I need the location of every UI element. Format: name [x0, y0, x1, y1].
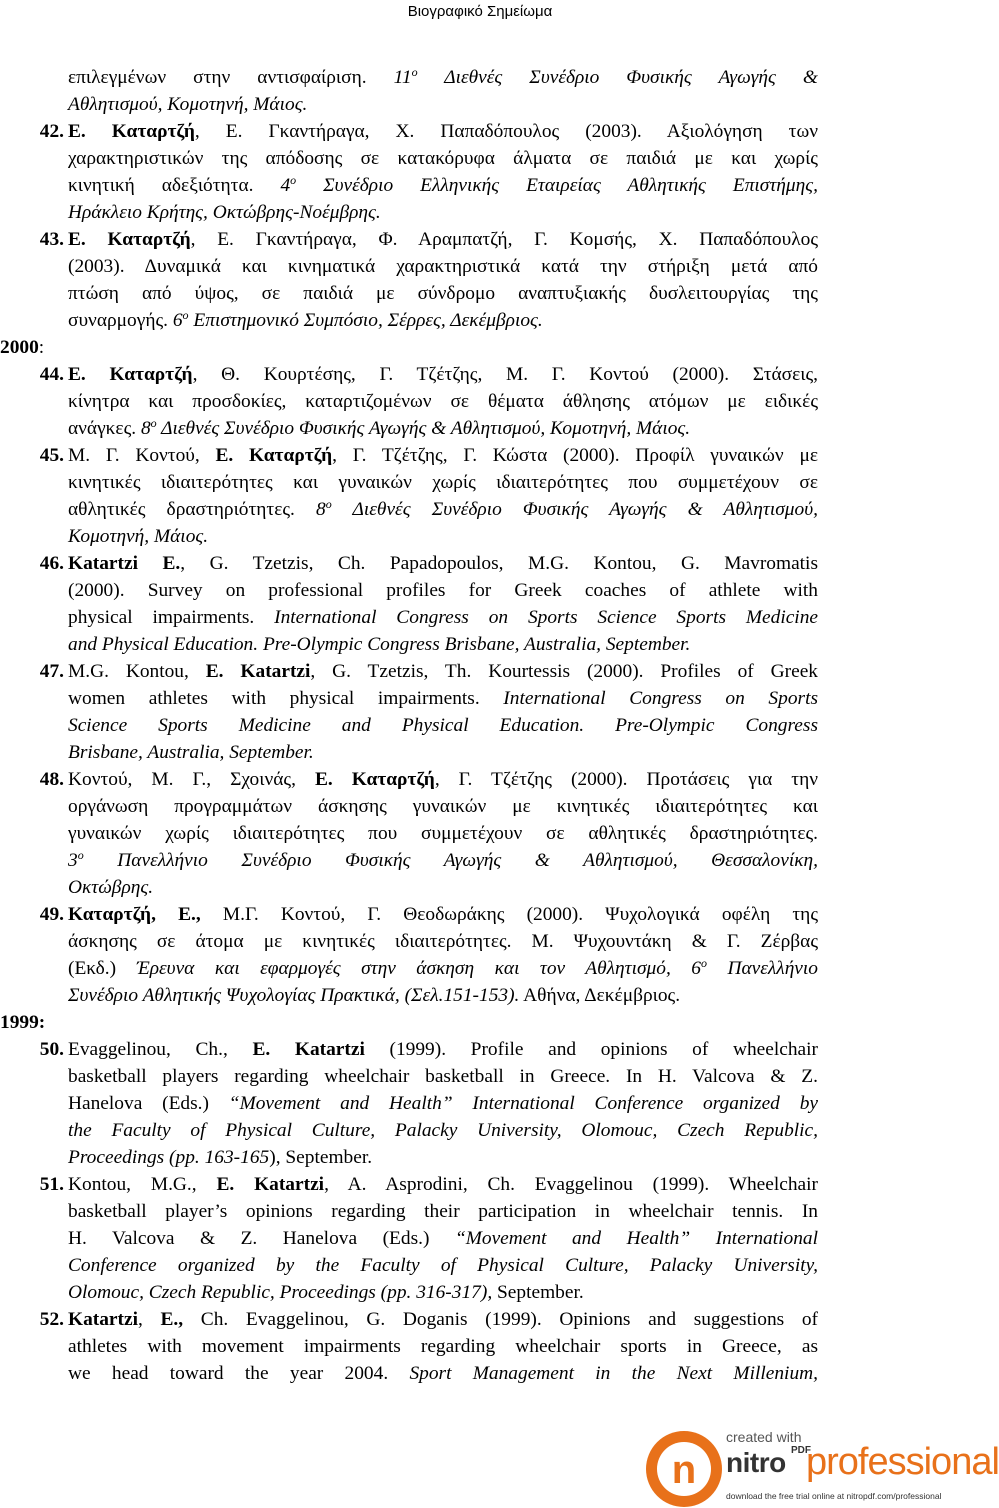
line-text [68, 199, 818, 226]
text-line [0, 226, 960, 253]
venue-text: Οκτώβρης. [68, 877, 154, 898]
venue-text: “Movement and Health” International Conference organized by [228, 1093, 818, 1114]
text-line [0, 766, 960, 793]
text-segment: κινητικές ιδιαιτερότητες και γυναικών χωρίς ιδιαιτερότητες που συμμετέχουν σε [68, 472, 818, 493]
entry-number-label: 47. [39, 661, 64, 682]
superscript-text: ο [701, 956, 707, 970]
venue-text: Διεθνές Συνέδριο Φυσικής Αγωγής & Αθλητισμού, Κομοτηνή, Μάιος. [156, 418, 691, 439]
text-segment: , Θ. Κουρτέσης, Γ. Τζέτζης, Μ. Γ. Κοντού (2000). Στάσεις, [192, 364, 819, 385]
line-text [68, 1360, 818, 1387]
text-line [0, 145, 960, 172]
entry-number-label: 46. [39, 553, 64, 574]
text-segment: , G. Tzetzis, Th. Kourtessis (2000). Profiles of Greek [310, 661, 819, 682]
text-line [0, 1360, 960, 1387]
line-text [68, 766, 818, 793]
venue-text: “Movement and Health” International [454, 1228, 818, 1249]
line-text [68, 1333, 818, 1360]
line-text [68, 1225, 818, 1252]
text-line [0, 901, 960, 928]
line-text [68, 64, 818, 91]
superscript-text: ο [290, 173, 297, 187]
line-text [68, 523, 818, 550]
author-name: Katartzi E. [68, 553, 181, 574]
entry-number [30, 658, 68, 685]
venue-text: Science Sports Medicine and Physical Education. Pre-Olympic Congress [68, 715, 818, 736]
text-segment: H. Valcova & Z. Hanelova (Eds.) [68, 1228, 455, 1249]
venue-text: Brisbane, Australia, September. [68, 742, 314, 763]
venue-text: Έρευνα και εφαρμογές στην άσκηση και τον Αθλητισμό, 6 [136, 958, 701, 979]
entry-number-label: 48. [39, 769, 64, 790]
line-text [68, 280, 818, 307]
text-segment: Ch. Evaggelinou, G. Doganis (1999). Opinions and suggestions of [183, 1309, 819, 1330]
venue-text: Συνέδριο Ελληνικής Εταιρείας Αθλητικής Επιστήμης, [296, 175, 818, 196]
text-line [0, 118, 960, 145]
line-text [68, 739, 818, 766]
text-line [0, 658, 960, 685]
entry-number [30, 361, 68, 388]
text-segment: , A. Asprodini, Ch. Evaggelinou (1999). Wheelchair [324, 1174, 818, 1195]
text-segment: Μ. Γ. Κοντού, [68, 445, 216, 466]
entry-number [30, 118, 68, 145]
text-segment: (2003). Δυναμικά και κινηματικά χαρακτηριστικά κατά την στήριξη μετά από [68, 256, 818, 277]
text-segment: επιλεγμένων στην αντισφαίριση. [68, 67, 394, 88]
text-segment: άσκησης σε άτομα με κινητικές ιδιαιτερότητες. Μ. Ψυχουντάκη & Γ. Ζέρβας [68, 931, 818, 952]
text-line [0, 1036, 960, 1063]
text-line [0, 253, 960, 280]
text-line [0, 91, 960, 118]
line-text [68, 874, 818, 901]
text-segment: χαρακτηριστικών της απόδοσης σε κατακόρυφα άλματα σε παιδιά με και χωρίς [68, 148, 818, 169]
line-text [68, 820, 818, 847]
text-segment: , G. Tzetzis, Ch. Papadopoulos, M.G. Kontou, G. Mavromatis [180, 553, 818, 574]
entry-number-label: 42. [39, 121, 64, 142]
text-segment: κίνητρα και προσδοκίες, καταρτιζομένων σε θέματα άθλησης ατόμων με ειδικές [68, 391, 818, 412]
text-line [0, 1090, 960, 1117]
text-segment: Αθήνα, Δεκέμβριος. [519, 985, 681, 1006]
author-name: E. Katartzi [252, 1039, 365, 1060]
running-header: Βιογραφικό Σημείωμα [407, 3, 553, 20]
nitro-logo-icon [640, 1415, 730, 1508]
text-segment: we head toward the year 2004. [68, 1363, 410, 1384]
text-line [0, 307, 960, 334]
watermark-footer-link[interactable]: download the free trial online at nitropdf.com/professional [726, 1491, 942, 1501]
venue-text: 3 [68, 850, 78, 871]
venue-text: Conference organized by the Faculty of Physical Culture, Palacky University, [68, 1255, 818, 1276]
line-text [68, 1036, 818, 1063]
year-heading-colon: : [38, 337, 45, 358]
venue-text: 4 [280, 175, 291, 196]
line-text [68, 172, 818, 199]
entry-number [30, 1306, 68, 1333]
text-line [0, 1198, 960, 1225]
text-line [0, 1252, 960, 1279]
venue-text: Πανελλήνιο [707, 958, 819, 979]
watermark-brand-suffix: professional [806, 1441, 999, 1483]
entry-number-label: 45. [39, 445, 64, 466]
line-text [68, 1252, 818, 1279]
superscript-text: ο [182, 308, 189, 322]
line-text [68, 550, 818, 577]
venue-text: Ηράκλειο Κρήτης, Οκτώβρης-Νοέμβρης. [68, 202, 381, 223]
author-name: Ε. Καταρτζή [68, 364, 193, 385]
text-line [0, 820, 960, 847]
text-segment: , Γ. Τζέτζης, Γ. Κώστα (2000). Προφίλ γυναικών με [332, 445, 818, 466]
text-line [0, 496, 960, 523]
text-line [0, 469, 960, 496]
nitro-pdf-watermark [640, 1415, 999, 1508]
line-text [68, 577, 818, 604]
watermark-brand-sup: PDF [791, 1445, 811, 1456]
venue-text: Proceedings (pp. 163-165 [68, 1147, 270, 1168]
text-line [0, 1333, 960, 1360]
line-text [68, 1063, 818, 1090]
text-line [0, 1063, 960, 1090]
entry-number-label: 52. [39, 1309, 64, 1330]
line-text [68, 388, 818, 415]
text-segment: (1999). Profile and opinions of wheelchair [364, 1039, 818, 1060]
text-line [0, 523, 960, 550]
year-heading: 2000 [0, 337, 39, 358]
line-text [68, 415, 818, 442]
text-line [0, 442, 960, 469]
venue-text: Διεθνές Συνέδριο Φυσικής Αγωγής & [417, 67, 818, 88]
line-text [68, 1171, 818, 1198]
entry-number-label: 43. [39, 229, 64, 250]
text-segment: , Ε. Γκαντήραγα, Φ. Αραμπατζή, Γ. Κομσής, Χ. Παπαδόπουλος [190, 229, 819, 250]
venue-text: the Faculty of Physical Culture, Palacky University, Olomouc, Czech Republic, [68, 1120, 818, 1141]
superscript-text: ο [325, 497, 332, 511]
line-text [68, 712, 818, 739]
text-segment: πτώση από ύψος, σε παιδιά με σύνδρομο αναπτυξιακής δυσλειτουργίας της [68, 283, 818, 304]
line-text [68, 604, 818, 631]
text-segment: M.G. Kontou, [68, 661, 206, 682]
text-line [0, 388, 960, 415]
text-segment: basketball player’s opinions regarding their participation in wheelchair tennis. In [68, 1201, 818, 1222]
text-segment: (Εκδ.) [68, 958, 137, 979]
venue-text: International Congress on Sports [503, 688, 818, 709]
entry-number [30, 766, 68, 793]
text-segment: , Ε. Γκαντήραγα, Χ. Παπαδόπουλος (2003). Αξιολόγηση των [194, 121, 819, 142]
text-line [0, 685, 960, 712]
text-line [0, 1144, 960, 1171]
text-segment: women athletes with physical impairments. [68, 688, 504, 709]
superscript-text: ο [77, 848, 84, 862]
venue-text: 6 [172, 310, 183, 331]
author-name: Ε. Καταρτζή [314, 769, 435, 790]
year-heading: 1999: [0, 1012, 46, 1033]
line-text [68, 1198, 818, 1225]
text-line [0, 361, 960, 388]
text-line [0, 712, 960, 739]
text-line [0, 955, 960, 982]
text-line [0, 1279, 960, 1306]
text-line [0, 1306, 960, 1333]
text-segment: Hanelova (Eds.) [68, 1093, 229, 1114]
author-name: Ε. Καταρτζή [215, 445, 333, 466]
line-text [68, 928, 818, 955]
svg-text:n: n [671, 1448, 697, 1492]
entry-number [30, 901, 68, 928]
line-text [68, 1279, 818, 1306]
author-name: Ε. Καταρτζή [68, 229, 191, 250]
entry-number [30, 1171, 68, 1198]
text-line [0, 1225, 960, 1252]
text-line [0, 550, 960, 577]
line-text [68, 1090, 818, 1117]
text-segment: γυναικών χωρίς ιδιαιτερότητες που συμμετέχουν σε αθλητικές δραστηριότητες. [68, 823, 818, 844]
line-text [68, 496, 818, 523]
text-line [0, 280, 960, 307]
text-line [0, 847, 960, 874]
line-text [68, 442, 818, 469]
text-line [0, 199, 960, 226]
text-segment: September. [492, 1282, 584, 1303]
line-text [68, 658, 818, 685]
text-segment: συναρμογής. [68, 310, 173, 331]
text-line [0, 928, 960, 955]
text-segment: Evaggelinou, Ch., [68, 1039, 253, 1060]
line-text [68, 1117, 818, 1144]
entry-number-label: 51. [39, 1174, 64, 1195]
text-segment: athletes with movement impairments regarding wheelchair sports in Greece, as [68, 1336, 818, 1357]
year-heading-wrap [0, 334, 44, 361]
text-line [0, 172, 960, 199]
venue-text: Κομοτηνή, Μάιος. [68, 526, 209, 547]
entry-number [30, 1036, 68, 1063]
text-segment: Μ.Γ. Κοντού, Γ. Θεοδωράκης (2000). Ψυχολογικά οφέλη της [200, 904, 818, 925]
text-line [0, 1171, 960, 1198]
superscript-text: ο [411, 65, 418, 79]
text-line [0, 1117, 960, 1144]
venue-text: International Congress on Sports Science Sports Medicine [274, 607, 818, 628]
line-text [68, 685, 818, 712]
entry-number-label: 49. [39, 904, 64, 925]
venue-text: 11 [393, 67, 412, 88]
venue-text: and Physical Education. Pre-Olympic Congress Brisbane, Australia, September. [68, 634, 691, 655]
venue-text: Sport Management in the Next Millenium, [409, 1363, 818, 1384]
text-line [0, 1009, 960, 1036]
author-name: E. Katartzi [205, 661, 311, 682]
text-line [0, 334, 960, 361]
publication-list [0, 64, 960, 1387]
watermark-brand: nitro [726, 1447, 786, 1478]
venue-text: 8 [316, 499, 326, 520]
text-segment: physical impairments. [68, 607, 275, 628]
author-name: Katartzi [68, 1309, 138, 1330]
line-text [68, 982, 818, 1009]
watermark-line1: created with [726, 1429, 802, 1445]
text-line [0, 64, 960, 91]
line-text [68, 847, 818, 874]
venue-text: Olomouc, Czech Republic, Proceedings (pp. 316-317), [68, 1282, 493, 1303]
text-line [0, 982, 960, 1009]
entry-number [30, 442, 68, 469]
text-segment: , Γ. Τζέτζης (2000). Προτάσεις για την [434, 769, 818, 790]
entry-number [30, 550, 68, 577]
line-text [68, 307, 818, 334]
text-segment: οργάνωση προγραμμάτων άσκησης γυναικών με κινητικές ιδιαιτερότητες και [68, 796, 818, 817]
text-line [0, 874, 960, 901]
entry-number-label: 44. [39, 364, 64, 385]
line-text [68, 145, 818, 172]
text-segment: Kontou, M.G., [68, 1174, 217, 1195]
text-line [0, 604, 960, 631]
line-text [68, 1144, 818, 1171]
entry-number-label: 50. [39, 1039, 64, 1060]
line-text [68, 118, 818, 145]
text-segment: , [138, 1309, 161, 1330]
line-text [68, 361, 818, 388]
author-name: E., [160, 1309, 184, 1330]
text-segment: ), September. [269, 1147, 373, 1168]
text-segment: (2000). Survey on professional profiles for Greek coaches of athlete with [68, 580, 818, 601]
venue-text: Αθλητισμού, Κομοτηνή, Μάιος. [68, 94, 308, 115]
venue-text: Συνέδριο Αθλητικής Ψυχολογίας Πρακτικά, (Σελ.151-153). [68, 985, 520, 1006]
text-line [0, 739, 960, 766]
text-line [0, 631, 960, 658]
line-text [68, 1306, 818, 1333]
superscript-text: ο [150, 416, 157, 430]
author-name: Καταρτζή, Ε., [68, 904, 201, 925]
text-segment: αθλητικές δραστηριότητες. [68, 499, 317, 520]
venue-text: Επιστημονικό Συμπόσιο, Σέρρες, Δεκέμβριος. [188, 310, 543, 331]
line-text [68, 793, 818, 820]
line-text [68, 901, 818, 928]
line-text [68, 226, 818, 253]
venue-text: Πανελλήνιο Συνέδριο Φυσικής Αγωγής & Αθλητισμού, Θεσσαλονίκη, [83, 850, 818, 871]
line-text [68, 469, 818, 496]
author-name: E. Katartzi [216, 1174, 325, 1195]
line-text [68, 253, 818, 280]
venue-text: 8 [140, 418, 151, 439]
text-segment: basketball players regarding wheelchair basketball in Greece. In H. Valcova & Z. [68, 1066, 818, 1087]
text-line [0, 415, 960, 442]
text-line [0, 577, 960, 604]
text-segment: ανάγκες. [68, 418, 141, 439]
text-line [0, 793, 960, 820]
text-segment: Κοντού, Μ. Γ., Σχοινάς, [68, 769, 315, 790]
line-text [68, 631, 818, 658]
text-segment: κινητική αδεξιότητα. [68, 175, 281, 196]
venue-text: Διεθνές Συνέδριο Φυσικής Αγωγής & Αθλητισμού, [331, 499, 818, 520]
line-text [68, 91, 818, 118]
author-name: Ε. Καταρτζή [68, 121, 195, 142]
entry-number [30, 226, 68, 253]
line-text [68, 955, 818, 982]
